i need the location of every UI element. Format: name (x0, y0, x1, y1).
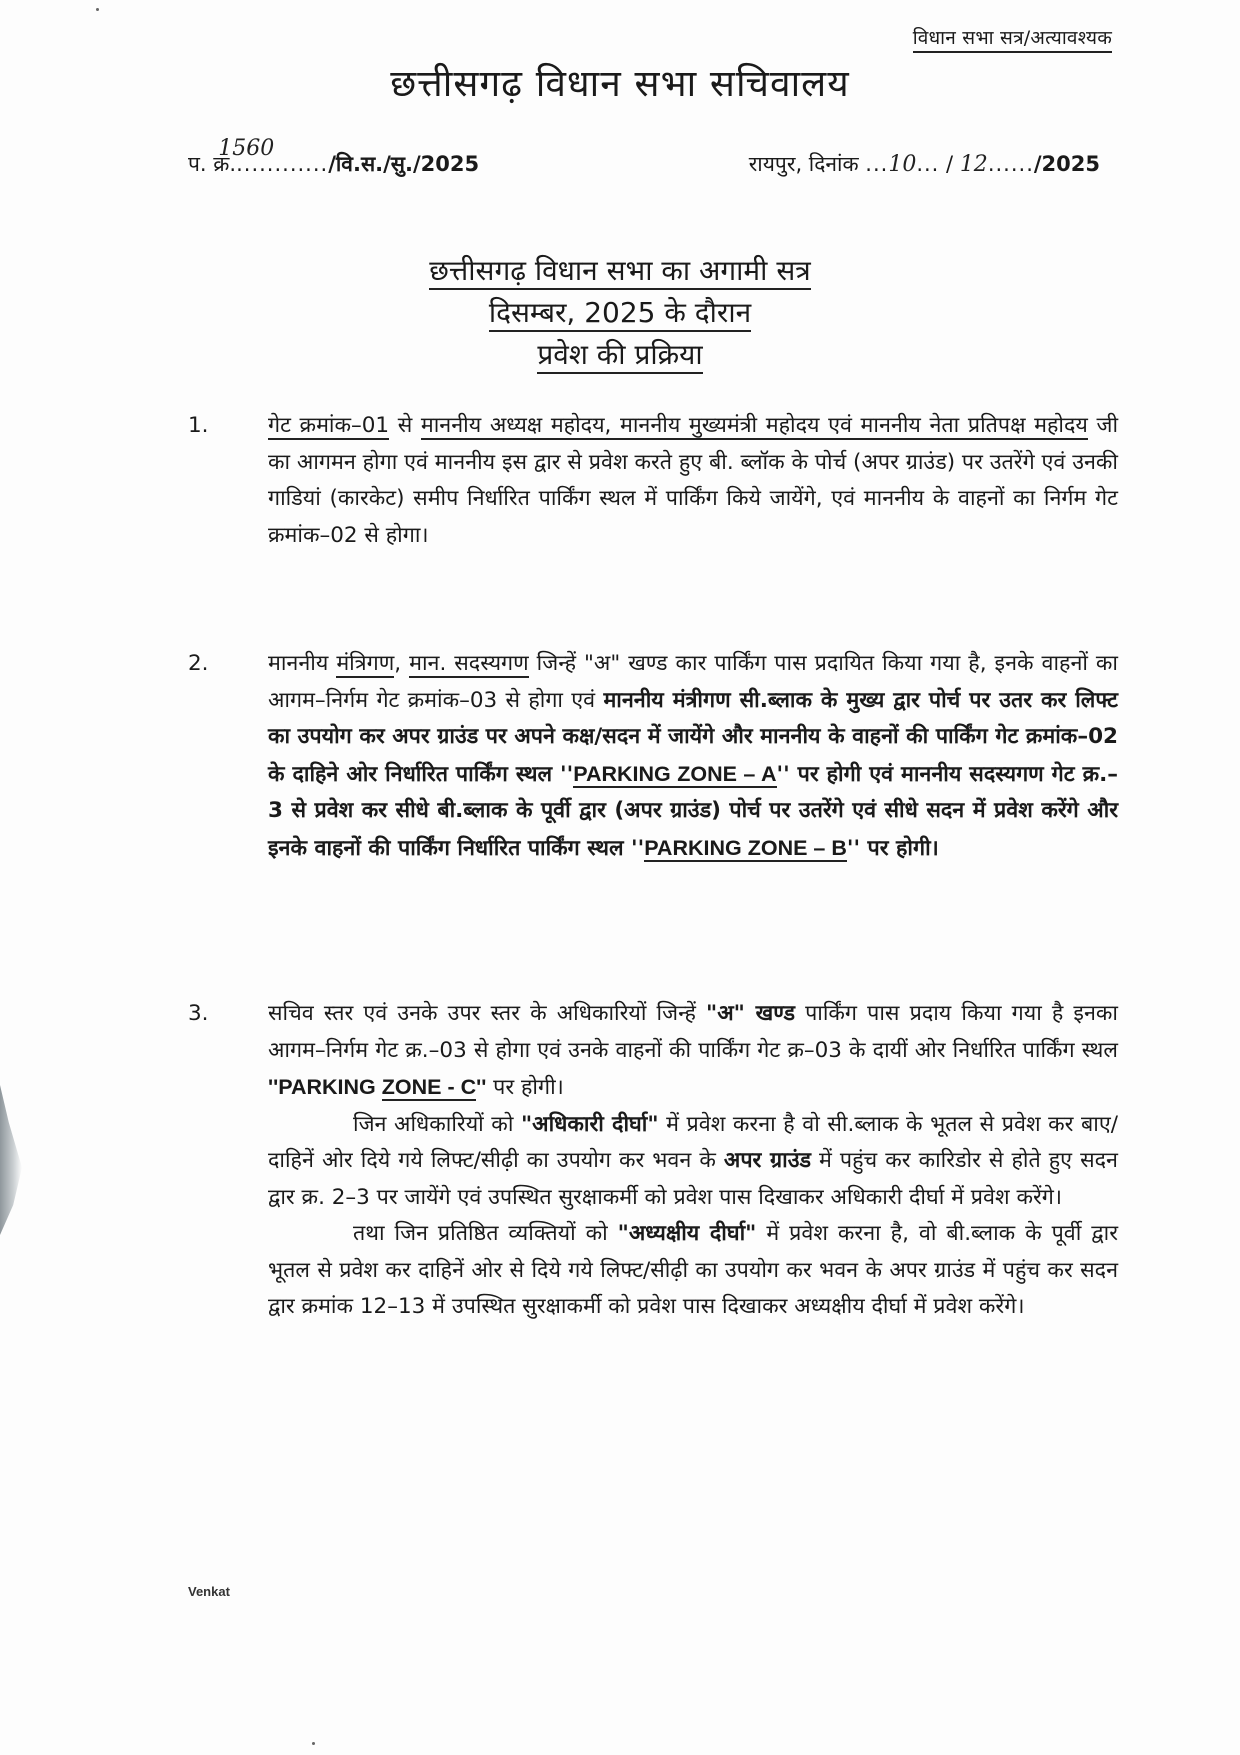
subject-line-1: छत्तीसगढ़ विधान सभा का अगामी सत्र (429, 254, 810, 290)
urgency-label: विधान सभा सत्र/अत्यावश्यक (913, 24, 1112, 53)
parking-zone-b: PARKING ZONE – B (644, 835, 847, 860)
item-number: 2. (188, 651, 209, 676)
ministers-label: मंत्रिगण (336, 651, 395, 676)
scan-edge-artifact (0, 1085, 22, 1235)
parking-zone-c: ZONE - C (381, 1075, 477, 1099)
author-initials: Venkat (188, 1584, 230, 1599)
list-item-3: 3. सचिव स्तर एवं उनके उपर स्तर के अधिकारियों जिन्हें "अ" खण्ड पार्किंग पास प्रदाय किया गया है इनका आगम–निर्गम गेट क्र.–03 से होगा एवं उनके वाहनों की पार्किंग गेट क्र–03 के दायीं ओर निर्धारित पार्किंग स्थल ''PARKING ZONE - C'' पर होगी। जिन अधिकारियों को "अधिकारी दीर्घा" में प्रवेश करना है वो सी.ब्लाक के भूतल से प्रवेश कर बाए/दाहिनें ओर दिये गये लिफ्ट/सीढ़ी का उपयोग कर भवन के अपर ग्राउंड में पहुंच कर कारिडोर से होते हुए सदन द्वार क्र. 2–3 पर जायेंगे एवं उपस्थित सुरक्षाकर्मी को प्रवेश पास दिखाकर अधिकारी दीर्घा में प्रवेश करेंगे। तथा जिन प्रतिष्ठित व्यक्तियों को "अध्यक्षीय दीर्घा" में प्रवेश करना है, वो बी.ब्लाक के पूर्वी द्वार भूतल से प्रवेश कर दाहिनें ओर से दिये गये लिफ्ट/सीढ़ी का उपयोग कर भवन के अपर ग्राउंड में पहुंच कर सदन द्वार क्रमांक 12–13 में उपस्थित सुरक्षाकर्मी को प्रवेश पास दिखाकर अध्यक्षीय दीर्घा में प्रवेश करेंगे। (188, 996, 1118, 1326)
ref-suffix: /वि.स./सु./2025 (328, 152, 480, 176)
parking-zone-a: PARKING ZONE – A (573, 761, 777, 786)
dignitaries: माननीय अध्यक्ष महोदय, माननीय मुख्यमंत्री महोदय एवं माननीय नेता प्रतिपक्ष महोदय (420, 413, 1088, 438)
date-day: 10 (888, 152, 917, 177)
scan-speck (96, 8, 99, 11)
list-item-1: 1. गेट क्रमांक–01 से माननीय अध्यक्ष महोदय, माननीय मुख्यमंत्री महोदय एवं माननीय नेता प्रतिपक्ष महोदय जी का आगमन होगा एवं माननीय इस द्वार से प्रवेश करते हुए बी. ब्लॉक के पोर्च (अपर ग्राउंड) पर उतरेंगे एवं उनकी गाडियां (कारकेट) समीप निर्धारित पार्किंग स्थल में पार्किंग किये जायेंगे, एवं माननीय के वाहनों का निर्गम गेट क्रमांक–02 से होगा। (188, 408, 1118, 554)
handwritten-ref-number: 1560 (218, 136, 275, 161)
item-number: 1. (188, 413, 209, 438)
reference-number (188, 136, 480, 178)
office-title: छत्तीसगढ़ विधान सभा सचिवालय (390, 62, 850, 105)
item-number: 3. (188, 1001, 209, 1026)
date-year: /2025 (1033, 152, 1100, 176)
list-item-2: 2. माननीय मंत्रिगण, मान. सदस्यगण जिन्हें "अ" खण्ड कार पार्किंग पास प्रदायित किया गया है, इनके वाहनों का आगम–निर्गम गेट क्रमांक–03 से होगा एवं माननीय मंत्रीगण सी.ब्लाक के मुख्य द्वार पोर्च पर उतर कर लिफ्ट का उपयोग कर अपर ग्राउंड पर अपने कक्ष/सदन में जायेंगे और माननीय के वाहनों की पार्किंग गेट क्रमांक–02 के दाहिने ओर निर्धारित पार्किंग स्थल ''PARKING ZONE – A'' पर होगी एवं माननीय सदस्यगण गेट क्र.–3 से प्रवेश कर सीधे बी.ब्लाक के पूर्वी द्वार (अपर ग्राउंड) पोर्च पर उतरेंगे एवं सीधे सदन में प्रवेश करेंगे और इनके वाहनों की पार्किंग निर्धारित पार्किंग स्थल ''PARKING ZONE – B'' पर होगी। (188, 646, 1118, 867)
item-text: जी का आगमन होगा एवं माननीय इस द्वार से प्रवेश करते हुए बी. ब्लॉक के पोर्च (अपर ग्राउंड) पर उतरेंगे एवं उनकी गाडियां (कारकेट) समीप निर्धारित पार्किंग स्थल में पार्किंग किये जायेंगे, एवं माननीय के वाहनों का निर्गम गेट क्रमांक–02 से होगा। (268, 413, 1119, 548)
scan-speck (312, 1742, 315, 1745)
members-label: मान. सदस्यगण (409, 651, 529, 676)
officers-gallery-paragraph: जिन अधिकारियों को "अधिकारी दीर्घा" में प्रवेश करना है वो सी.ब्लाक के भूतल से प्रवेश कर बाए/दाहिनें ओर दिये गये लिफ्ट/सीढ़ी का उपयोग कर भवन के अपर ग्राउंड में पहुंच कर कारिडोर से होते हुए सदन द्वार क्र. 2–3 पर जायेंगे एवं उपस्थित सुरक्षाकर्मी को प्रवेश पास दिखाकर अधिकारी दीर्घा में प्रवेश करेंगे। (268, 1111, 1118, 1210)
place-date: रायपुर, दिनांक ...10... / 12....../2025 (748, 152, 1100, 177)
speaker-gallery-paragraph: तथा जिन प्रतिष्ठित व्यक्तियों को "अध्यक्षीय दीर्घा" में प्रवेश करना है, वो बी.ब्लाक के पूर्वी द्वार भूतल से प्रवेश कर दाहिनें ओर से दिये गये लिफ्ट/सीढ़ी का उपयोग कर भवन के अपर ग्राउंड में पहुंच कर सदन द्वार क्रमांक 12–13 में उपस्थित सुरक्षाकर्मी को प्रवेश पास दिखाकर अध्यक्षीय दीर्घा में प्रवेश करेंगे। (268, 1221, 1118, 1319)
subject-line-3: प्रवेश की प्रक्रिया (537, 338, 702, 374)
gate-label: गेट क्रमांक–01 (268, 413, 390, 438)
subject-line-2: दिसम्बर, 2025 के दौरान (489, 296, 751, 332)
subject-heading (0, 250, 1240, 376)
ref-dots: ............ (236, 152, 329, 176)
place-date-label: रायपुर, दिनांक (748, 152, 859, 176)
date-month: 12 (959, 152, 988, 177)
ref-prefix: प. क्र. (188, 152, 237, 176)
